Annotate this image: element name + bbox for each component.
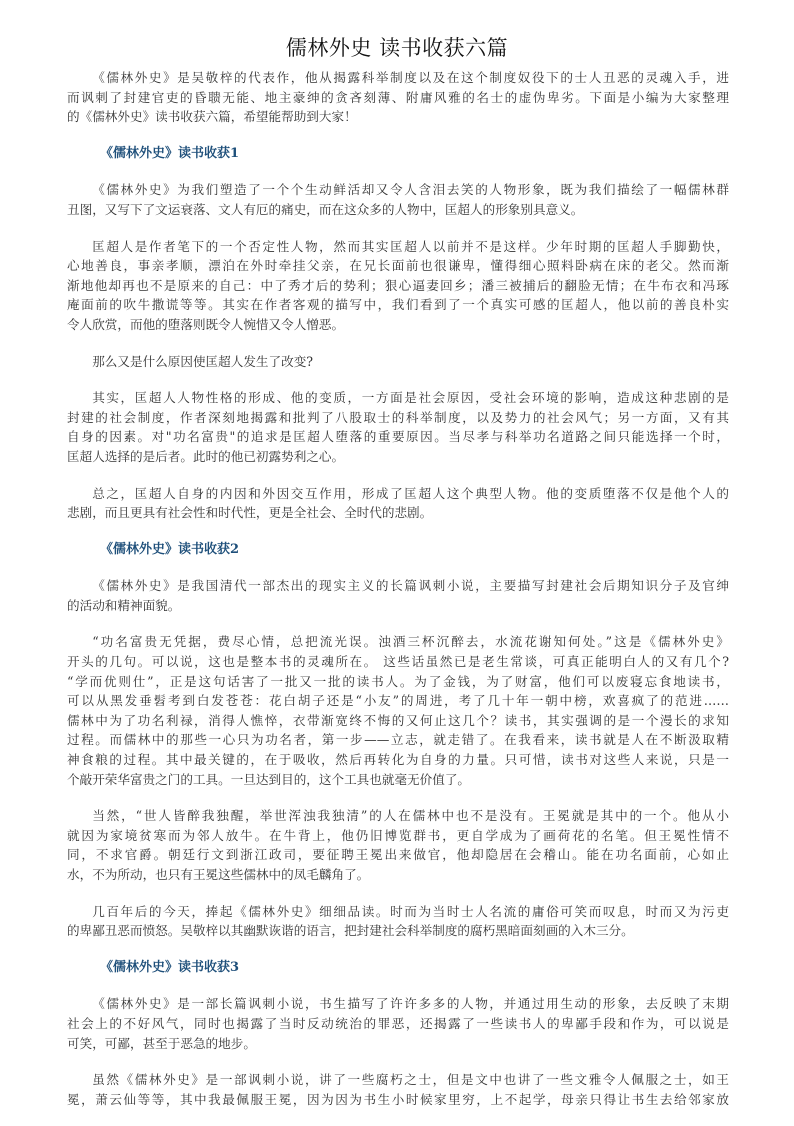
paragraph (67, 994, 729, 1053)
paragraph-line: 水，不为所动，也只有王冕这些儒林中的凤毛麟角了。 (67, 867, 370, 882)
paragraph-line: 匡超人选择的是后者。此时的他已初露势利之心。 (67, 448, 345, 464)
paragraph-line: 几百年后的今天，捧起《儒林外史》细细品读。时而为当时士人名流的庸俗可笑而叹息，时而又为污吏 (92, 903, 729, 919)
paragraph (67, 237, 729, 335)
paragraph-line: 开头的几句。可以说，这也是整本书的灵魂所在。 这些话虽然已是老生常谈，可真正能明白人的又有几个? (67, 654, 729, 670)
paragraph (67, 68, 729, 127)
paragraph-line: 封建的社会制度，作者深刻地揭露和批判了八股取士的科举制度，以及势力的社会风气；另一方面，又有其 (67, 409, 729, 425)
paragraph-line: 就因为家境贫寒而为邻人放牛。在牛背上，他仍旧博览群书，更自学成为了画荷花的名笔。但王冕性情不 (67, 827, 729, 843)
paragraph-line: 过程。而儒林中的那些一心只为功名者，第一步——立志，就走错了。在我看来，读书就是人在不断汲取精 (67, 732, 729, 748)
paragraph-line: 儒林中为了功名利禄，消得人憔悴，衣带渐宽终不悔的又何止这几个？读书，其实强调的是一个漫长的求知 (67, 712, 729, 728)
paragraph (67, 806, 729, 884)
paragraph-line: 冕，萧云仙等等，其中我最佩服王冕，因为因为书生小时候家里穷，上不起学，母亲只得让书生去给邻家放 (67, 1091, 729, 1107)
paragraph-line: 的活动和精神面貌。 (67, 597, 181, 613)
paragraph-line: 《儒林外史》是我国清代一部杰出的现实主义的长篇讽刺小说，主要描写封建社会后期知识分子及官绅 (92, 578, 729, 594)
paragraph-line: 丑图，又写下了文运衰落、文人有厄的痛史，而在这众多的人物中，匡超人的形象别具意义。 (67, 201, 584, 217)
paragraph-line: 个敲开荣华富贵之门的工具。一旦达到目的，这个工具也就毫无价值了。 (67, 771, 470, 787)
paragraph-line: 庵面前的吹牛撒谎等等。其实在作者客观的描写中，我们看到了一个真实可感的匡超人，他以前的善良朴实 (67, 297, 729, 313)
section-heading: 《儒林外史》读书收获1 (100, 145, 240, 161)
paragraph (67, 352, 729, 372)
section-heading: 《儒林外史》读书收获3 (100, 959, 240, 975)
paragraph-line: 社会上的不好风气，同时也揭露了当时反动统治的罪恶，还揭露了一些读书人的卑鄙手段和作为，可以说是 (67, 1015, 729, 1031)
paragraph-line: 的卑鄙丑恶而愤怒。吴敬梓以其幽默诙谐的语言，把封建社会科举制度的腐朽黑暗面刻画的入木三分。 (67, 923, 634, 939)
paragraph-line: 匡超人是作者笔下的一个否定性人物，然而其实匡超人以前并不是这样。少年时期的匡超人手脚勤快， (92, 238, 729, 254)
paragraph-line: 可以从黑发垂髫考到白发苍苍：花白胡子还是“小友”的周进，考了几十年一朝中榜，欢喜疯了的范进…… (67, 693, 729, 709)
paragraph-line: 当然，“世人皆醉我独醒，举世浑浊我独清”的人在儒林中也不是没有。王冕就是其中的一个。他从小 (92, 808, 729, 824)
paragraph (67, 576, 729, 615)
paragraph (67, 902, 729, 941)
document-title: 儒林外史 读书收获六篇 (285, 36, 509, 60)
paragraph-line: 总之，匡超人自身的内因和外因交互作用，形成了匡超人这个典型人物。他的变质堕落不仅是他个人的 (92, 485, 729, 501)
paragraph-line: 《儒林外史》是一部长篇讽刺小说，书生描写了许许多多的人物，并通过用生动的形象，去反映了末期 (92, 996, 729, 1012)
paragraph-line: 同，不求官爵。朝廷行文到浙江政司，要征聘王冕出来做官，他却隐居在会稽山。能在功名面前，心如止 (67, 847, 729, 863)
paragraph-line: 《儒林外史》是吴敬梓的代表作，他从揭露科举制度以及在这个制度奴役下的士人丑恶的灵魂入手，进 (92, 70, 729, 85)
paragraph (67, 180, 729, 219)
document-body (67, 68, 729, 1126)
paragraph-line: 《儒林外史》为我们塑造了一个个生动鲜活却又令人含泪去笑的人物形象，既为我们描绘了一幅儒林群 (92, 182, 729, 198)
section-heading: 《儒林外史》读书收获2 (100, 541, 240, 557)
paragraph (67, 632, 729, 789)
paragraph-line: 的《儒林外史》读书收获六篇，希望能帮助到大家！ (67, 109, 357, 125)
paragraph-line: 虽然《儒林外史》是一部讽刺小说，讲了一些腐朽之士，但是文中也讲了一些文雅令人佩服之士，如王 (92, 1072, 729, 1088)
paragraph (67, 484, 729, 523)
paragraph-line: “功名富贵无凭据，费尽心情，总把流光误。浊酒三杯沉醉去，水流花谢知何处。”这是《儒林外史》 (92, 634, 729, 650)
paragraph-line: 心地善良，事亲孝顺，漂泊在外时牵挂父亲，在兄长面前也很谦卑，懂得细心照料卧病在床的老父。然而渐 (67, 258, 729, 274)
paragraph-line: 神食粮的过程。其中最关键的，在于吸收，然后再转化为自身的力量。只可惜，读书对这些人来说，只是一 (67, 752, 729, 768)
paragraph-line: 可笑，可鄙，甚至于恶急的地步。 (67, 1035, 256, 1051)
paragraph-line: 悲剧，而且更具有社会性和时代性，更是全社会、全时代的悲剧。 (67, 505, 433, 521)
paragraph-line: “学而优则仕”，正是这句话害了一批又一批的读书人。为了金钱，为了财富，他们可以废寝忘食地读书， (67, 673, 729, 689)
paragraph (67, 1070, 729, 1109)
paragraph-line: 而讽刺了封建官吏的昏聩无能、地主豪绅的贪吝刻薄、附庸风雅的名士的虚伪卑劣。下面是小编为大家整理 (67, 89, 729, 105)
paragraph-line: 渐地他却再也不是原来的自己：中了秀才后的势利；狠心逼妻回乡；潘三被捕后的翻脸无情；在牛布衣和冯琢 (67, 277, 729, 293)
paragraph-line: 其实，匡超人人物性格的形成、他的变质，一方面是社会原因，受社会环境的影响，造成这种悲剧的是 (92, 390, 729, 406)
paragraph (67, 388, 729, 466)
paragraph-line: 自身的因素。对"功名富贵"的追求是匡超人堕落的重要原因。当尽孝与科举功名道路之间只能选择一个时， (67, 429, 729, 445)
paragraph-line: 那么又是什么原因使匡超人发生了改变? (92, 353, 314, 369)
paragraph-line: 令人欣赏，而他的堕落则既令人惋惜又令人憎恶。 (67, 316, 345, 332)
